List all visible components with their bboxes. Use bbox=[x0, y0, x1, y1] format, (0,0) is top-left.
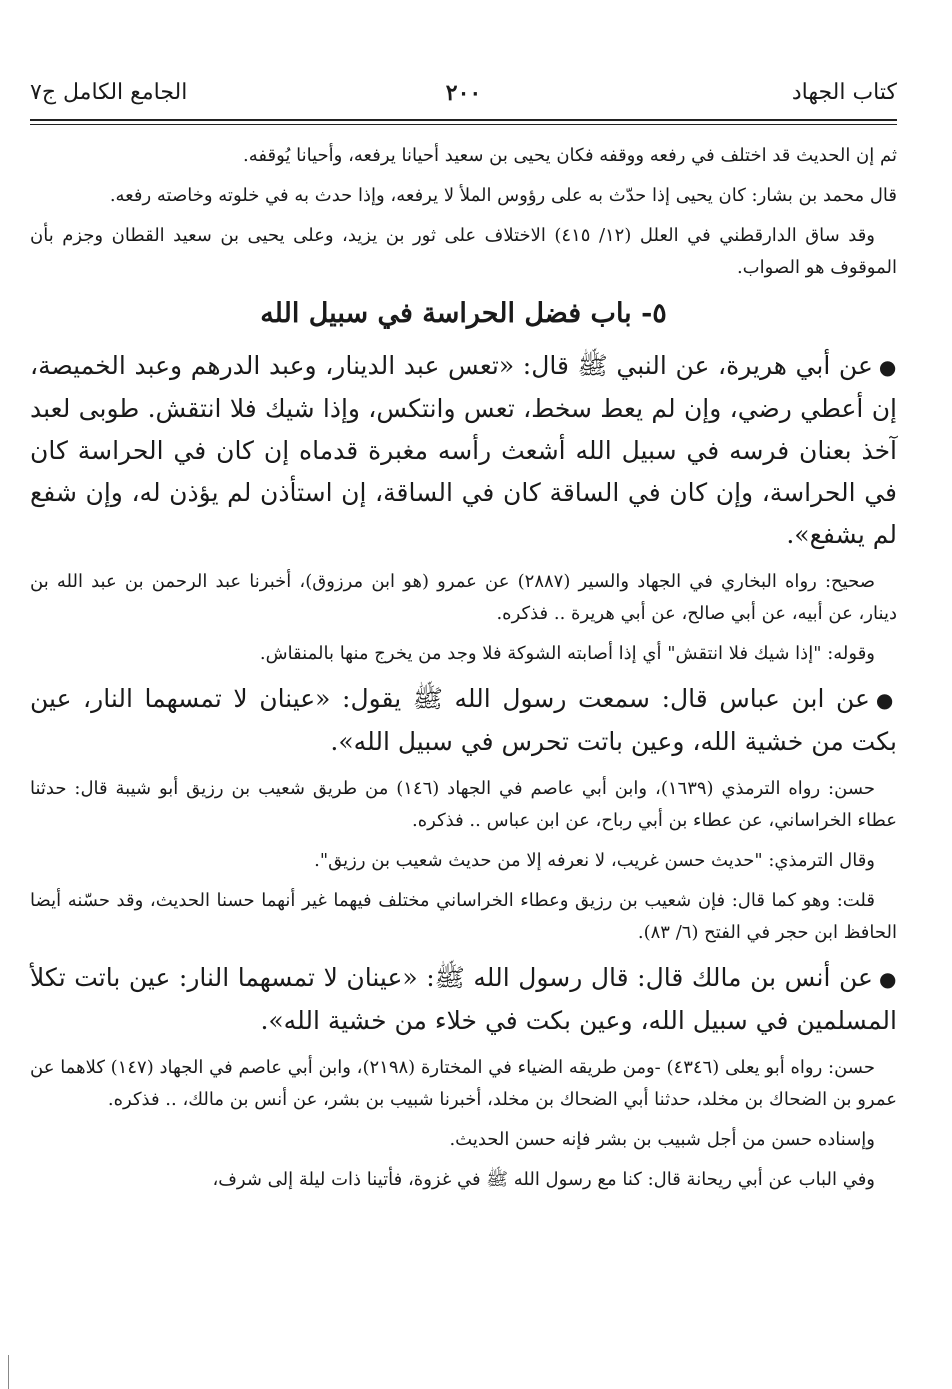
note-paragraph: صحيح: رواه البخاري في الجهاد والسير (٢٨٨٧) عن عمرو (هو ابن مرزوق)، أخبرنا عبد الرحمن بن عبد الله بن دينار، عن أبيه، عن أبي صالح، عن أبي هريرة .. فذكره. bbox=[30, 571, 897, 624]
bullet-icon: ● bbox=[875, 688, 897, 712]
scan-edge-mark bbox=[8, 1355, 9, 1389]
page-number: ٢٠٠ bbox=[445, 80, 482, 106]
note-paragraph: وقال الترمذي: "حديث حسن غريب، لا نعرفه إلا من حديث شعيب بن رزيق". bbox=[314, 850, 875, 871]
hadith-text: عن أنس بن مالك قال: قال رسول الله ﷺ: «عينان لا تمسهما النار: عين باتت تكلأ المسلمين في سبيل الله، وعين بكت في خلاء من خشية الله». bbox=[30, 963, 897, 1035]
bullet-icon: ● bbox=[878, 355, 897, 379]
book-title: الجامع الكامل ج٧ bbox=[30, 80, 188, 105]
bullet-icon: ● bbox=[878, 967, 897, 991]
note-paragraph: حسن: رواه الترمذي (١٦٣٩)، وابن أبي عاصم في الجهاد (١٤٦) من طريق شعيب بن رزيق أبو شيبة قال: حدثنا عطاء الخراساني، عن عطاء بن أبي رباح، عن ابن عباس .. فذكره. bbox=[30, 778, 897, 831]
hadith-paragraph bbox=[30, 678, 897, 763]
header-rule-thick bbox=[30, 119, 897, 121]
section-heading: ٥- باب فضل الحراسة في سبيل الله bbox=[260, 298, 667, 329]
page-body bbox=[30, 140, 897, 1204]
note-paragraph: حسن: رواه أبو يعلى (٤٣٤٦) -ومن طريقه الضياء في المختارة (٢١٩٨)، وابن أبي عاصم في الجهاد (١٤٧) كلاهما عن عمرو بن الضحاك بن مخلد، حدثنا أبي الضحاك بن مخلد، أخبرنا شبيب بن بشر، عن أنس بن مالك، .. فذكره. bbox=[30, 1057, 897, 1110]
note-paragraph: ثم إن الحديث قد اختلف في رفعه ووقفه فكان يحيى بن سعيد أحيانا يرفعه، وأحيانا يُوقفه. bbox=[243, 145, 897, 166]
note-paragraph: قلت: وهو كما قال: فإن شعيب بن رزيق وعطاء الخراساني مختلف فيهما غير أنهما حسنا الحديث، وقد حسّنه أيضا الحافظ ابن حجر في الفتح (٦/ ٨٣). bbox=[30, 890, 897, 943]
hadith-text: عن أبي هريرة، عن النبي ﷺ قال: «تعس عبد الدينار، وعبد الدرهم وعبد الخميصة، إن أعطي رضي، وإن لم يعط سخط، تعس وانتكس، وإذا شيك فلا انتقش. طوبى لعبد آخذ بعنان فرسه في سبيل الله أشعث رأسه مغبرة قدماه إن كان في الحراسة كان في الحراسة، وإن كان في الساقة كان في الساقة، إن استأذن لم يؤذن له، وإن شفع لم يشفع». bbox=[30, 351, 897, 549]
note-paragraph: وإسناده حسن من أجل شبيب بن بشر فإنه حسن الحديث. bbox=[449, 1129, 875, 1150]
running-header bbox=[30, 76, 897, 116]
note-paragraph: وقوله: "إذا شيك فلا انتقش" أي إذا أصابته الشوكة فلا وجد من يخرج منها بالمنقاش. bbox=[259, 643, 875, 664]
header-rule-thin bbox=[30, 124, 897, 125]
hadith-text: عن ابن عباس قال: سمعت رسول الله ﷺ يقول: «عينان لا تمسهما النار، عين بكت من خشية الله، وعين باتت تحرس في سبيل الله». bbox=[30, 684, 897, 756]
chapter-title: كتاب الجهاد bbox=[791, 80, 897, 105]
page bbox=[30, 0, 897, 1389]
note-paragraph: وقد ساق الدارقطني في العلل (١٢/ ٤١٥) الاختلاف على ثور بن يزيد، وعلى يحيى بن سعيد القطان وجزم بأن الموقوف هو الصواب. bbox=[30, 225, 897, 278]
note-paragraph: قال محمد بن بشار: كان يحيى إذا حدّث به على رؤوس الملأ لا يرفعه، وإذا حدث به في خلوته وخاصته رفعه. bbox=[109, 185, 897, 206]
hadith-paragraph bbox=[30, 345, 897, 556]
note-paragraph: وفي الباب عن أبي ريحانة قال: كنا مع رسول الله ﷺ في غزوة، فأتينا ذات ليلة إلى شرف، bbox=[212, 1169, 875, 1190]
hadith-paragraph bbox=[30, 957, 897, 1042]
